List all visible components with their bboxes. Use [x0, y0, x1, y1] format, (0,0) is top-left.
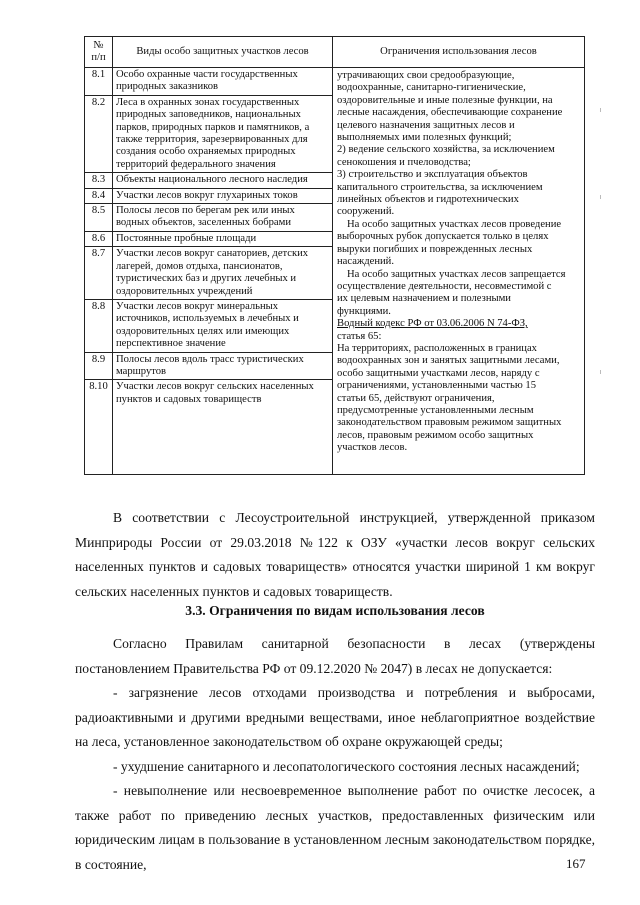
restriction-line: законодательством правовым режимом защитных: [337, 417, 562, 429]
restriction-line: утрачивающих свои средообразующие,: [337, 70, 515, 81]
restriction-line: лесов, правовым режимом особо защитных: [337, 429, 534, 441]
row-type: Полосы лесов вдоль трасс туристических маршрутов: [113, 352, 333, 380]
restriction-line: участков лесов.: [337, 442, 408, 454]
row-number: 8.4: [85, 188, 113, 203]
section-title: 3.3. Ограничения по видам использования лесов: [185, 603, 485, 618]
restriction-line: капитального строительства, за исключением: [337, 181, 543, 193]
restriction-line: На особо защитных участках лесов проведение: [347, 218, 562, 230]
restriction-line: оздоровительные и иные полезные функции, на: [337, 94, 553, 106]
table-header-row: [85, 37, 585, 68]
restriction-line: выруки погибших и поврежденных лесных: [337, 243, 533, 255]
row-number: 8.1: [85, 68, 113, 96]
row-number: 8.9: [85, 352, 113, 380]
paragraph-sanitary-rules: Согласно Правилам санитарной безопасности в лесах (утверждены постановлением Правительства РФ от 09.12.2020 № 2047) в лесах не допускается:: [75, 636, 595, 676]
restriction-line: осуществление деятельности, несовместимой с: [337, 280, 552, 292]
restriction-line: предусмотренные установленными лесным: [337, 404, 534, 416]
row-type: Полосы лесов по берегам рек или иных водных объектов, заселенных бобрами: [113, 204, 333, 232]
row-type: Участки лесов вокруг сельских населенных пунктов и садовых товариществ: [113, 380, 333, 475]
restriction-line: их целевым назначением и полезными: [337, 293, 511, 305]
restriction-line: лесные насаждения, обеспечивающие сохранение: [337, 107, 563, 119]
header-number: № п/п: [85, 37, 113, 68]
margin-mark: [600, 370, 601, 374]
header-restrictions: Ограничения использования лесов: [333, 37, 585, 68]
bullet-cleanup: - невыполнение или несвоевременное выполнение работ по очистке лесосек, а также работ по приведению лесных участков, предоставленных физическим или юридическим лицам в пользование в установленном лесным законодательством порядке, в состояние,: [75, 783, 595, 872]
restriction-line: выполняемых ими полезных функций;: [337, 132, 512, 144]
row-number: 8.2: [85, 95, 113, 172]
restriction-line: статья 65:: [337, 330, 382, 342]
water-code-link[interactable]: Водный кодекс РФ от 03.06.2006 N 74-ФЗ,: [337, 318, 528, 330]
restriction-line: 2) ведение сельского хозяйства, за исключением: [337, 144, 555, 156]
restriction-line: статьи 65, действуют ограничения,: [337, 392, 495, 404]
header-type: Виды особо защитных участков лесов: [113, 37, 333, 68]
restriction-line: На территориях, расположенных в границах: [337, 342, 537, 354]
paragraph-ozu-definition: В соответствии с Лесоустроительной инструкцией, утвержденной приказом Минприроды России от 29.03.2018 №122 к ОЗУ «участки лесов вокруг сельских населенных пунктов и садовых товариществ» относятся участки шириной 1 км вокруг сельских населенных пунктов и садовых товариществ.: [75, 510, 595, 599]
row-type: Объекты национального лесного наследия: [113, 173, 333, 188]
restriction-line: особо защитными участками лесов, наряду с: [337, 367, 540, 379]
row-number: 8.3: [85, 173, 113, 188]
restriction-line: На особо защитных участках лесов запрещается: [347, 268, 566, 280]
page-number: 167: [566, 856, 586, 871]
row-number: 8.6: [85, 231, 113, 246]
row-type: Особо охранные части государственных природных заказников: [113, 68, 333, 96]
bullet-pollution: - загрязнение лесов отходами производства и потребления и выбросами, радиоактивными и другими вредными веществами, иное неблагоприятное воздействие на леса, установленное законодательством об охране окружающей среды;: [75, 685, 595, 749]
row-type: Участки лесов вокруг минеральных источников, используемых в лечебных и оздоровительных целях или имеющих перспективное значение: [113, 299, 333, 352]
restriction-line: ограничениями, установленными частью 15: [337, 380, 536, 392]
row-number: 8.5: [85, 204, 113, 232]
restriction-line: водоохранных зон и занятых защитными лесами,: [337, 355, 560, 367]
restriction-line: целевого назначения защитных лесов и: [337, 119, 515, 131]
restriction-line: сенокошения и пчеловодства;: [337, 156, 471, 168]
restriction-line: функциями.: [337, 305, 391, 317]
row-number: 8.7: [85, 247, 113, 300]
restriction-line: насаждений.: [337, 256, 394, 268]
restrictions-table: [84, 36, 585, 475]
table-row: [85, 68, 585, 96]
restriction-line: 3) строительство и эксплуатация объектов: [337, 169, 528, 181]
row-type: Участки лесов вокруг санаториев, детских лагерей, домов отдыха, пансионатов, туристических баз и других лечебных и оздоровительных учреждений: [113, 247, 333, 300]
restrictions-cell: [333, 68, 585, 475]
row-type: Леса в охранных зонах государственных природных заповедников, национальных парков, природных парков и памятников, а также территория, зарезервированных для создания особо охраняемых природных территорий федерального значения: [113, 95, 333, 172]
row-type: Участки лесов вокруг глухариных токов: [113, 188, 333, 203]
row-type: Постоянные пробные площади: [113, 231, 333, 246]
row-number: 8.8: [85, 299, 113, 352]
margin-mark: [600, 108, 601, 112]
restriction-line: сооружений.: [337, 206, 395, 218]
row-number: 8.10: [85, 380, 113, 475]
restriction-line: выборочных рубок допускается только в целях: [337, 231, 549, 243]
restriction-line: линейных объектов и гидротехнических: [337, 194, 519, 206]
bullet-sanitary-deterioration: - ухудшение санитарного и лесопатологического состояния лесных насаждений;: [113, 759, 580, 774]
margin-mark: [600, 195, 601, 199]
restriction-line: водоохранные, санитарно-гигиенические,: [337, 82, 526, 94]
